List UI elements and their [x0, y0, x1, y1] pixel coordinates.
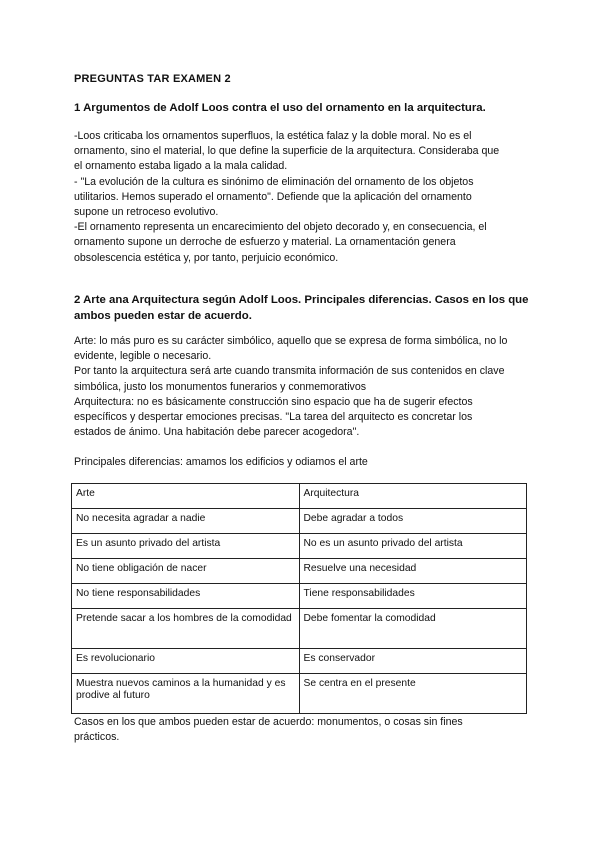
table-row: [72, 609, 527, 649]
section1-line: supone un retroceso evolutivo.: [74, 206, 219, 219]
table-cell: Es revolucionario: [72, 649, 300, 674]
section1-line: -Loos criticaba los ornamentos superfluos, la estética falaz y la doble moral. No es el: [74, 130, 472, 142]
section2-heading: [74, 292, 534, 324]
table-cell: Es un asunto privado del artista: [72, 534, 300, 559]
table-row: [72, 509, 527, 534]
table-row: [72, 649, 527, 674]
table-cell: Resuelve una necesidad: [299, 559, 527, 584]
table-cell: No tiene obligación de nacer: [72, 559, 300, 584]
table-cell: Tiene responsabilidades: [299, 584, 527, 609]
document-title: PREGUNTAS TAR EXAMEN 2: [74, 73, 231, 85]
section1-line: ornamento, sino el material, lo que define la superficie de la arquitectura. Consideraba que: [74, 145, 500, 158]
closing-line: prácticos.: [74, 731, 120, 744]
table-row: [72, 534, 527, 559]
section1-line: obsolescencia estética y, por tanto, perjuicio económico.: [74, 251, 339, 264]
table-row: [72, 584, 527, 609]
table-header-cell: Arte: [72, 484, 300, 509]
closing-paragraph: [74, 715, 534, 745]
section2-line: evidente, legible o necesario.: [74, 350, 212, 363]
section1-body: [74, 129, 534, 266]
section1-line: utilitarios. Hemos superado el ornamento". Defiende que la aplicación del ornamento: [74, 190, 472, 203]
section2-line: simbólica, justo los monumentos funerarios y conmemorativos: [74, 380, 367, 393]
table-cell: Pretende sacar a los hombres de la comodidad: [72, 609, 300, 649]
section2-line: específicos y despertar emociones precisas. "La tarea del arquitecto es concretar los: [74, 411, 473, 424]
differences-table: [71, 483, 527, 714]
section1-line: - "La evolución de la cultura es sinónimo de eliminación del ornamento de los objetos: [74, 175, 474, 188]
table-cell: Muestra nuevos caminos a la humanidad y es prodive al futuro: [72, 674, 300, 714]
table-header-row: [72, 484, 527, 509]
closing-line: Casos en los que ambos pueden estar de acuerdo: monumentos, o cosas sin fines: [74, 716, 463, 728]
section2-heading-line: 2 Arte ana Arquitectura según Adolf Loos. Principales diferencias. Casos en los que: [74, 294, 529, 306]
table-cell: No es un asunto privado del artista: [299, 534, 527, 559]
section2-body: [74, 334, 534, 440]
table-row: [72, 559, 527, 584]
differences-intro: Principales diferencias: amamos los edificios y odiamos el arte: [74, 456, 368, 468]
table-header-cell: Arquitectura: [299, 484, 527, 509]
section1-heading: 1 Argumentos de Adolf Loos contra el uso del ornamento en la arquitectura.: [74, 102, 486, 114]
table-cell: Debe agradar a todos: [299, 509, 527, 534]
table-row: [72, 674, 527, 714]
section1-line: ornamento supone un derroche de esfuerzo y material. La ornamentación genera: [74, 236, 456, 249]
table-cell: Se centra en el presente: [299, 674, 527, 714]
section1-line: el ornamento estaba ligado a la mala calidad.: [74, 160, 288, 173]
table-cell: Es conservador: [299, 649, 527, 674]
section2-line: estados de ánimo. Una habitación debe parecer acogedora".: [74, 426, 360, 439]
section1-line: -El ornamento representa un encarecimiento del objeto decorado y, en consecuencia, el: [74, 221, 487, 234]
section2-heading-line: ambos pueden estar de acuerdo.: [74, 310, 252, 322]
table-cell: Debe fomentar la comodidad: [299, 609, 527, 649]
section2-line: Arte: lo más puro es su carácter simbólico, aquello que se expresa de forma simbólica, no lo: [74, 335, 508, 347]
section2-line: Arquitectura: no es básicamente construcción sino espacio que ha de sugerir efectos: [74, 395, 473, 408]
section2-line: Por tanto la arquitectura será arte cuando transmita información de sus contenidos en clave: [74, 365, 505, 378]
table-cell: No necesita agradar a nadie: [72, 509, 300, 534]
table-cell: No tiene responsabilidades: [72, 584, 300, 609]
